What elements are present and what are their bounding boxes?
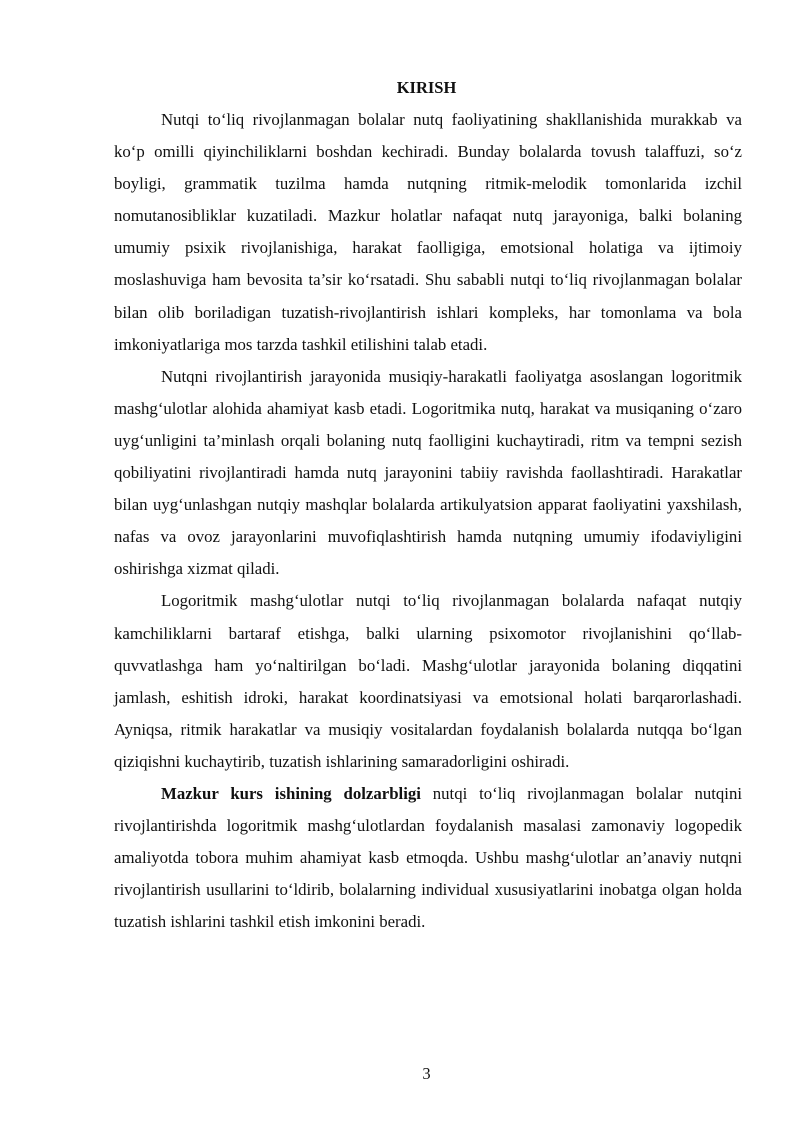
- paragraph-2-text: Nutqni rivojlantirish jarayonida musiqiy-harakatli faoliyatga asoslangan logoritmik mashg‘ulotlar alohida ahamiyat kasb etadi. Logoritmika nutq, harakat va musiqaning o‘zaro uyg‘unligini ta’minlash orqali bolaning nutq faolligini kuchaytiradi, ritm va tempni sezish qobiliyatini rivojlantiradi hamda nutq jarayonini tabiiy ravishda faollashtiradi. Harakatlar bilan uyg‘unlashgan nutqiy mashqlar bolalarda artikulyatsion apparat faoliyatini yaxshilash, nafas va ovoz jarayonlarini muvofiqlashtirish hamda nutqning umumiy ifodaviyligini oshirishga xizmat qiladi.: [114, 366, 742, 579]
- paragraph-3: [114, 585, 742, 778]
- paragraph-2: [114, 361, 742, 586]
- paragraph-1: [114, 104, 742, 361]
- section-title: KIRISH: [396, 78, 457, 97]
- paragraph-3-text: Logoritmik mashg‘ulotlar nutqi to‘liq rivojlanmagan bolalarda nafaqat nutqiy kamchiliklarni bartaraf etishga, balki ularning psixomotor rivojlanishini qo‘llab-quvvatlashga ham yo‘naltirilgan bo‘ladi. Mashg‘ulotlar jarayonida bolaning diqqatini jamlash, eshitish idroki, harakat koordinatsiyasi va emotsional holati barqarorlashadi. Ayniqsa, ritmik harakatlar va musiqiy vositalardan foydalanish bolalarda nutqqa bo‘lgan qiziqishni kuchaytirib, tuzatish ishlarining samaradorligini oshiradi.: [114, 591, 742, 771]
- page-number: 3: [422, 1064, 431, 1083]
- paragraph-4-text: nutqi to‘liq rivojlanmagan bolalar nutqini rivojlantirishda logoritmik mashg‘ulotlardan foydalanish masalasi zamonaviy logopedik amaliyotda tobora muhim ahamiyat kasb etmoqda. Ushbu mashg‘ulotlar an’anaviy nutqni rivojlantirish usullarini to‘ldirib, bolalarning individual xususiyatlarini inobatga olgan holda tuzatish ishlarini tashkil etish imkonini beradi.: [114, 783, 742, 932]
- paragraph-4: [114, 778, 742, 938]
- paragraph-1-text: Nutqi to‘liq rivojlanmagan bolalar nutq faoliyatining shakllanishida murakkab va ko‘p omilli qiyinchiliklarni boshdan kechiradi. Bunday bolalarda tovush talaffuzi, so‘z boyligi, grammatik tuzilma hamda nutqning ritmik-melodik tomonlarida izchil nomutanosibliklar kuzatiladi. Mazkur holatlar nafaqat nutq jarayoniga, balki bolaning umumiy psixik rivojlanishiga, harakat faolligiga, emotsional holatiga va ijtimoiy moslashuviga ham bevosita ta’sir ko‘rsatadi. Shu sababli nutqi to‘liq rivojlanmagan bolalar bilan olib boriladigan tuzatish-rivojlantirish ishlari kompleks, har tomonlama va bola imkoniyatlariga mos tarzda tashkil etilishini talab etadi.: [114, 110, 742, 354]
- body-text: [114, 104, 742, 938]
- relevance-heading: Mazkur kurs ishining dolzarbligi: [161, 783, 421, 803]
